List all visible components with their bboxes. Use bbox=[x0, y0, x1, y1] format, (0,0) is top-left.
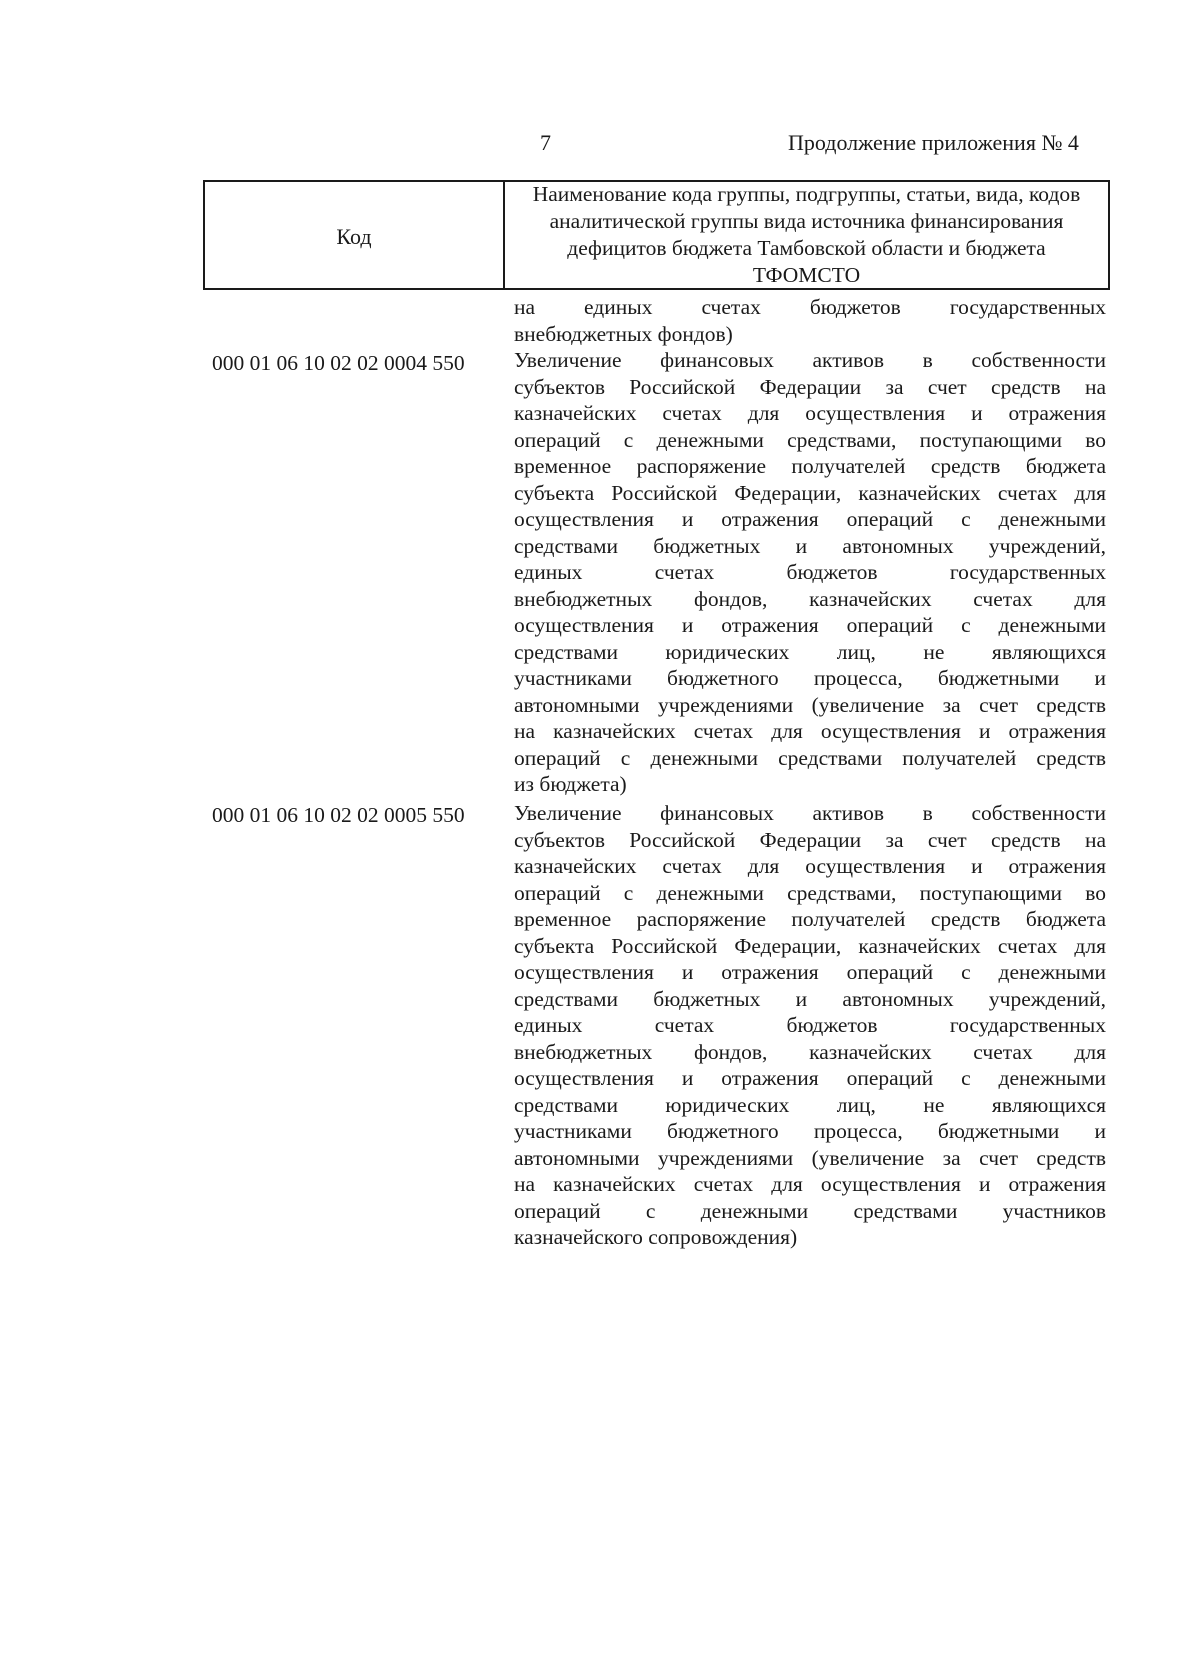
text-line: участниками бюджетного процесса, бюджетными и bbox=[514, 1119, 1106, 1143]
row-description bbox=[514, 800, 1106, 1251]
text-line: казначейских счетах для осуществления и отражения bbox=[514, 854, 1106, 878]
text-line: на казначейских счетах для осуществления и отражения bbox=[514, 719, 1106, 743]
text-line: операций с денежными средствами получателей средств bbox=[514, 745, 1106, 770]
text-line: автономными учреждениями (увеличение за счет средств bbox=[514, 692, 1106, 717]
text-line: операций с денежными средствами участников bbox=[514, 1198, 1106, 1223]
text-line: операций с денежными средствами, поступающими во bbox=[514, 880, 1106, 905]
text-line: внебюджетных фондов) bbox=[514, 321, 733, 346]
text-line: средствами юридических лиц, не являющихся bbox=[514, 1092, 1106, 1117]
text-line: на единых счетах бюджетов государственных bbox=[514, 295, 1106, 319]
text-line: внебюджетных фондов, казначейских счетах для bbox=[514, 586, 1106, 611]
text-line: внебюджетных фондов, казначейских счетах для bbox=[514, 1039, 1106, 1064]
text-line: Увеличение финансовых активов в собственности bbox=[514, 801, 1106, 825]
column-header-code: Код bbox=[205, 182, 505, 288]
text-line: осуществления и отражения операций с денежными bbox=[514, 507, 1106, 531]
text-line: казначейского сопровождения) bbox=[514, 1225, 798, 1249]
text-line: средствами бюджетных и автономных учреждений, bbox=[514, 986, 1106, 1011]
text-line: средствами бюджетных и автономных учреждений, bbox=[514, 533, 1106, 558]
text-line: Увеличение финансовых активов в собственности bbox=[514, 348, 1106, 372]
text-line: субъектов Российской Федерации за счет средств на bbox=[514, 374, 1106, 399]
table-header bbox=[203, 180, 1110, 290]
continuation-text bbox=[514, 294, 1106, 347]
text-line: средствами юридических лиц, не являющихся bbox=[514, 639, 1106, 664]
text-line: субъектов Российской Федерации за счет средств на bbox=[514, 827, 1106, 852]
text-line: автономными учреждениями (увеличение за счет средств bbox=[514, 1145, 1106, 1170]
text-line: из бюджета) bbox=[514, 772, 627, 796]
text-line: единых счетах бюджетов государственных bbox=[514, 1013, 1106, 1037]
text-line: операций с денежными средствами, поступающими во bbox=[514, 427, 1106, 452]
text-line: осуществления и отражения операций с денежными bbox=[514, 1066, 1106, 1090]
text-line: осуществления и отражения операций с денежными bbox=[514, 960, 1106, 984]
row-code: 000 01 06 10 02 02 0004 550 bbox=[212, 351, 465, 375]
appendix-label: Продолжение приложения № 4 bbox=[788, 130, 1079, 155]
text-line: временное распоряжение получателей средств бюджета bbox=[514, 907, 1106, 931]
page-number: 7 bbox=[540, 130, 551, 155]
text-line: казначейских счетах для осуществления и отражения bbox=[514, 401, 1106, 425]
text-line: участниками бюджетного процесса, бюджетными и bbox=[514, 666, 1106, 690]
text-line: субъекта Российской Федерации, казначейских счетах для bbox=[514, 480, 1106, 505]
text-line: субъекта Российской Федерации, казначейских счетах для bbox=[514, 933, 1106, 958]
row-description bbox=[514, 347, 1106, 798]
text-line: осуществления и отражения операций с денежными bbox=[514, 613, 1106, 637]
column-header-name: Наименование кода группы, подгруппы, статьи, вида, кодов аналитической группы вида источника финансирования дефицитов бюджета Тамбовской области и бюджета ТФОМСТО bbox=[532, 182, 1081, 287]
text-line: единых счетах бюджетов государственных bbox=[514, 560, 1106, 584]
text-line: временное распоряжение получателей средств бюджета bbox=[514, 454, 1106, 478]
text-line: на казначейских счетах для осуществления и отражения bbox=[514, 1172, 1106, 1196]
row-code: 000 01 06 10 02 02 0005 550 bbox=[212, 803, 465, 827]
